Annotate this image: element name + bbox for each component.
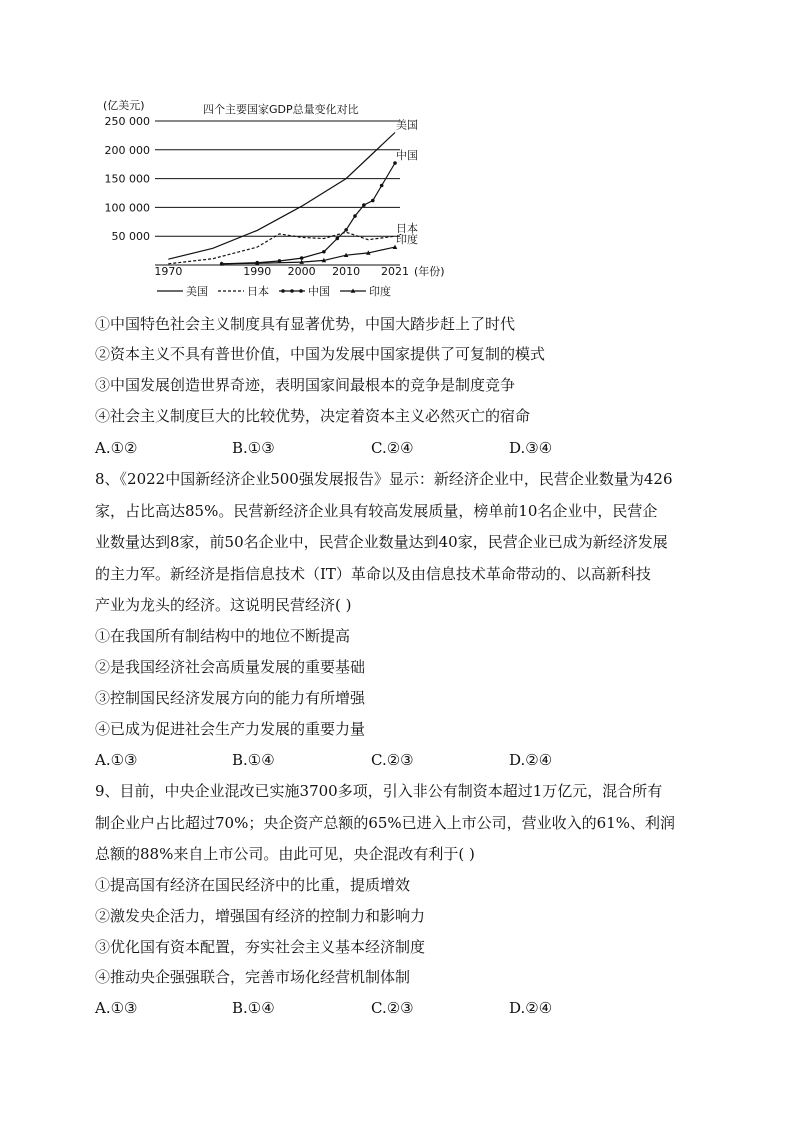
chart-legend [157,284,391,298]
question-text: 业数量达到8家，前50名企业中，民营企业数量达到40家，民营企业已成为新经济发展 [95,533,668,551]
question-text: 的主力军。新经济是指信息技术（IT）革命以及由信息技术革命带动的、以高新科技 [95,565,651,583]
y-tick-label: 150 000 [104,172,150,186]
option-line: ②激发央企活力，增强国有经济的控制力和影响力 [95,907,426,925]
choice-d[interactable]: D.③④ [509,439,553,457]
choice-a[interactable]: A.①② [95,439,138,457]
legend-label: 美国 [186,285,208,298]
choice-a[interactable]: A.①③ [95,751,138,769]
choice-b[interactable]: B.①④ [232,751,275,769]
choice-b[interactable]: B.①③ [232,439,275,457]
option-line: ③优化国有资本配置，夯实社会主义基本经济制度 [95,938,426,956]
series-label: 美国 [396,118,418,132]
choice-d[interactable]: D.②④ [509,999,553,1017]
question-text: 总额的88%来自上市公司。由此可见，央企混改有利于( ) [95,845,475,863]
question-text: 家，占比高达85%。民营新经济企业具有较高发展质量，榜单前10名企业中，民营企 [95,502,658,520]
data-point [353,214,357,218]
y-axis-label: (亿美元) [103,99,145,112]
y-tick-label: 250 000 [104,115,150,128]
choice-b[interactable]: B.①④ [232,999,275,1017]
question-text: 8、《2022中国新经济企业500强发展报告》显示：新经济企业中，民营企业数量为426 [95,470,673,488]
legend-marker [290,289,294,293]
series-label: 中国 [396,149,418,163]
option-line: ①提高国有经济在国民经济中的比重，提质增效 [95,876,411,894]
data-point [322,250,326,254]
option-line: ④社会主义制度巨大的比较优势，决定着资本主义必然灭亡的宿命 [95,407,531,425]
legend-label: 印度 [369,285,391,298]
chart-title: 四个主要国家GDP总量变化对比 [203,103,359,116]
data-point [300,256,304,260]
legend-marker [281,289,285,293]
x-tick-label: 2010 [332,265,361,278]
y-tick-label: 200 000 [104,143,150,157]
x-tick-label: 1970 [154,265,183,278]
choice-c[interactable]: C.②③ [371,999,414,1017]
series-line [168,133,395,260]
choice-d[interactable]: D.②④ [509,751,553,769]
legend-label: 中国 [308,285,330,298]
x-axis-label: (年份) [414,265,445,278]
gdp-chart-svg [95,92,455,304]
option-line: ②资本主义不具有普世价值，中国为发展中国家提供了可复制的模式 [95,345,546,363]
question-text: 制企业户占比超过70%；央企资产总额的65%已进入上市公司，营业收入的61%、利润 [95,814,676,832]
y-tick-label: 50 000 [111,230,150,244]
series-label: 日本 [396,222,418,236]
data-point [344,228,348,232]
x-tick-label: 1990 [243,265,272,278]
data-point [371,199,375,203]
answer-choices [95,998,695,1018]
legend-label: 日本 [247,285,269,298]
gdp-chart [95,92,455,304]
choice-a[interactable]: A.①③ [95,999,138,1017]
legend-marker [299,289,303,293]
question-text: 9、目前，中央企业混改已实施3700多项，引入非公有制资本超过1万亿元，混合所有 [95,782,663,800]
data-point [335,237,339,241]
data-point [362,203,366,207]
option-line: ①中国特色社会主义制度具有显著优势，中国大踏步赶上了时代 [95,315,516,333]
x-tick-label: 2000 [287,265,316,278]
option-line: ③中国发展创造世界奇迹，表明国家间最根本的竞争是制度竞争 [95,376,516,394]
answer-choices [95,438,695,458]
choice-c[interactable]: C.②④ [371,439,414,457]
series-label: 印度 [396,233,418,247]
question-text: 产业为龙头的经济。这说明民营经济( ) [95,596,352,614]
option-line: ①在我国所有制结构中的地位不断提高 [95,627,351,645]
option-line: ②是我国经济社会高质量发展的重要基础 [95,658,366,676]
y-tick-label: 100 000 [104,201,150,215]
option-line: ④推动央企强强联合，完善市场化经营机制体制 [95,968,411,986]
x-tick-label: 2021 [381,265,409,278]
data-point [380,184,384,188]
series-line [168,232,395,264]
option-line: ④已成为促进社会生产力发展的重要力量 [95,720,366,738]
answer-choices [95,750,695,770]
choice-c[interactable]: C.②③ [371,751,414,769]
option-line: ③控制国民经济发展方向的能力有所增强 [95,689,366,707]
